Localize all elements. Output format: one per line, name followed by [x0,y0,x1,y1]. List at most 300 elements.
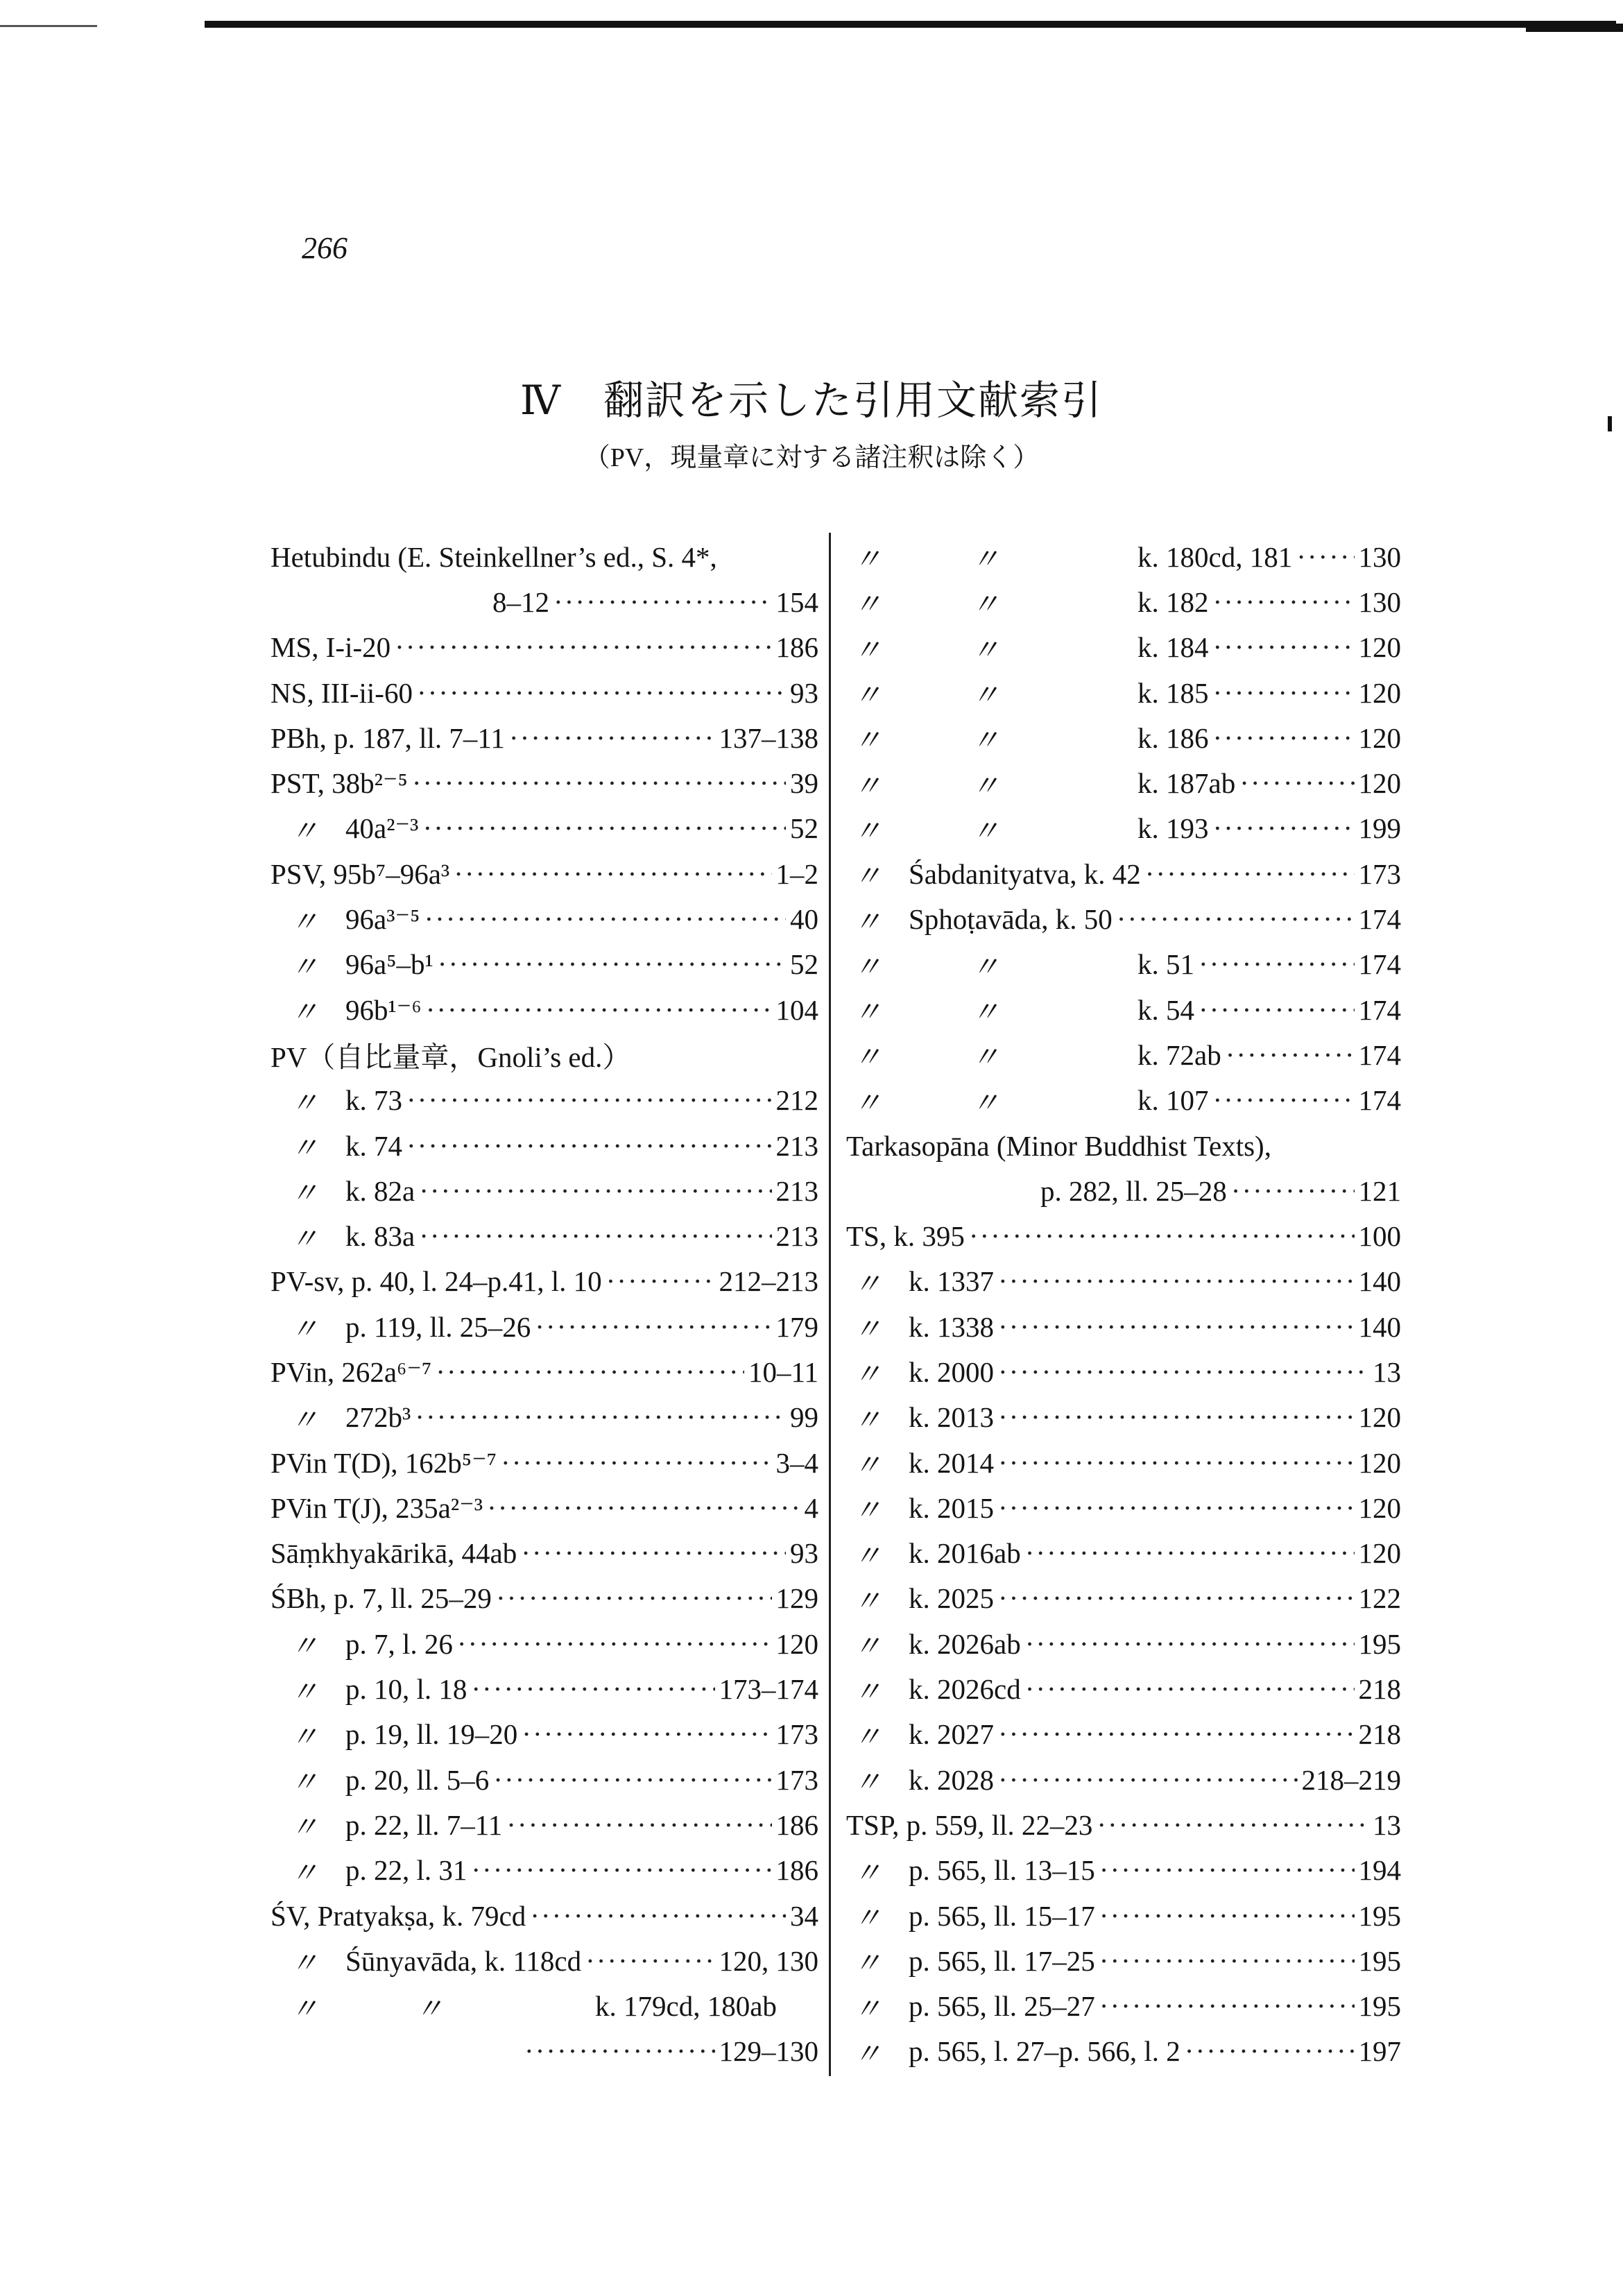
dot-leader [553,585,772,619]
entry-page-ref: 13 [1373,1808,1401,1841]
ditto-mark: 〃 [971,633,999,666]
entry-page-ref: 1–2 [775,857,818,890]
dot-leader [419,1219,771,1253]
entry-citation: PVin, 262a⁶⁻⁷ [270,1355,432,1388]
ditto-mark: 〃 [853,1675,882,1708]
ditto-mark: 〃 [853,1539,882,1572]
dot-leader [506,1808,771,1842]
entry-citation: MS, I-i-20 [270,631,391,664]
dot-leader [998,1446,1355,1480]
index-entry [270,579,818,624]
entry-citation: p. 119, ll. 25–26 [345,1310,531,1343]
ditto-mark: 〃 [853,1267,882,1300]
ditto-mark: 〃 [853,633,882,666]
entry-citation: k. 2016ab [909,1537,1021,1570]
ditto-mark: 〃 [853,996,882,1029]
entry-citation: p. 565, ll. 25–27 [909,1990,1095,2023]
index-entry [846,1621,1401,1666]
ditto-mark: 〃 [853,769,882,802]
ditto-mark: 〃 [853,860,882,893]
entry-page-ref: 218–219 [1301,1763,1401,1796]
ditto-mark: 〃 [853,1041,882,1074]
ditto-mark: 〃 [290,1630,318,1663]
entry-citation: k. 74 [345,1129,402,1162]
ditto-mark: 〃 [290,814,318,847]
entry-page-ref: 13 [1373,1355,1401,1388]
dot-leader [1099,1853,1355,1887]
ditto-mark: 〃 [853,1630,882,1663]
dot-leader [535,1310,771,1344]
index-entry [270,625,818,670]
ditto-mark: 〃 [971,814,999,847]
entry-page-ref: 129 [775,1582,818,1615]
index-entry [846,1440,1401,1485]
ditto-mark: 〃 [853,905,882,938]
entry-citation: k. 72ab [1137,1038,1221,1071]
entry-page-ref: 120 [1358,631,1401,664]
dot-leader [438,948,786,981]
dot-leader [487,1491,800,1525]
index-entry [846,760,1401,805]
index-entry [846,987,1401,1032]
dot-leader [1145,857,1355,891]
entry-page-ref: 52 [790,948,818,981]
entry-page-ref: 122 [1358,1582,1401,1615]
dot-leader [415,1400,786,1434]
entry-citation: p. 565, ll. 15–17 [909,1899,1095,1932]
entry-page-ref: 120 [1358,1446,1401,1479]
entry-citation: k. 2015 [909,1491,994,1524]
entry-page-ref: 120 [775,1627,818,1660]
ditto-mark: 〃 [290,905,318,938]
ditto-mark: 〃 [290,1856,318,1889]
index-entry [846,625,1401,670]
index-entry [846,1848,1401,1893]
entry-page-ref: 93 [790,676,818,709]
dot-leader [998,1491,1355,1525]
entry-citation: PSV, 95b⁷–96a³ [270,857,450,890]
entry-page-ref: 195 [1358,1990,1401,2023]
entry-page-ref: 174 [1358,993,1401,1026]
entry-page-ref: 120 [1358,1537,1401,1570]
entry-citation: k. 182 [1137,585,1209,618]
index-entry [846,1531,1401,1576]
entry-page-ref: 174 [1358,1084,1401,1117]
entry-citation: k. 2000 [909,1355,994,1388]
ditto-mark: 〃 [290,1992,318,2025]
dot-leader [496,1582,772,1615]
index-entry [270,851,818,896]
index-entry [270,1712,818,1757]
index-entry [846,579,1401,624]
entry-page-ref: 186 [775,1854,818,1887]
entry-page-ref: 199 [1358,812,1401,845]
index-entry [270,1213,818,1258]
index-entry [846,715,1401,760]
entry-citation: Tarkasopāna (Minor Buddhist Texts), [846,1129,1271,1162]
dot-leader [1097,1808,1368,1842]
dot-leader [606,1265,715,1298]
index-entry [270,1621,818,1666]
entry-citation: TSP, p. 559, ll. 22–23 [846,1808,1093,1841]
dot-leader [1025,1672,1355,1706]
entry-citation: k. 2026ab [909,1627,1021,1660]
index-entry [270,1531,818,1576]
dot-leader [998,1310,1355,1344]
dot-leader [1213,631,1355,664]
dot-leader [406,1083,772,1117]
entry-page-ref: 10–11 [748,1355,818,1388]
entry-page-ref: 40 [790,903,818,936]
ditto-mark: 〃 [853,1992,882,2025]
index-entry [270,2029,818,2074]
index-entry [270,1757,818,1802]
entry-citation: p. 565, l. 27–p. 566, l. 2 [909,2035,1180,2068]
dot-leader [471,1853,771,1887]
entry-page-ref: 52 [790,812,818,845]
section-title: Ⅳ 翻訳を示した引用文献索引 [520,378,1103,423]
dot-leader [436,1355,744,1389]
index-entry [270,896,818,941]
entry-citation: p. 10, l. 18 [345,1673,467,1706]
entry-citation: PVin T(J), 235a²⁻³ [270,1491,483,1524]
ditto-mark: 〃 [853,1358,882,1391]
entry-page-ref: 213 [775,1174,818,1207]
entry-citation: Śabdanityatva, k. 42 [909,857,1141,890]
index-entry [270,1893,818,1938]
index-entry [846,1259,1401,1304]
dot-leader [1185,2034,1355,2068]
dot-leader [422,812,786,845]
entry-page-ref: 130 [1358,585,1401,618]
entry-page-ref: 195 [1358,1627,1401,1660]
entry-page-ref: 140 [1358,1310,1401,1343]
ditto-mark: 〃 [290,1086,318,1119]
entry-page-ref: 120 [1358,676,1401,709]
entry-citation: k. 185 [1137,676,1209,709]
dot-leader [1226,1038,1355,1072]
ditto-mark: 〃 [971,1086,999,1119]
ditto-mark: 〃 [853,1766,882,1799]
ditto-mark: 〃 [971,769,999,802]
ditto-mark: 〃 [853,724,882,757]
entry-page-ref: 154 [775,585,818,618]
dot-leader [509,721,715,755]
ditto-mark: 〃 [853,1720,882,1753]
entry-page-ref: 212–213 [719,1265,818,1298]
entry-citation: k. 51 [1137,948,1194,981]
dot-leader [1231,1174,1355,1208]
index-entry [270,987,818,1032]
ditto-mark: 〃 [853,1403,882,1436]
index-entry [846,1213,1401,1258]
entry-citation: ŚV, Pratyakṣa, k. 79cd [270,1899,526,1932]
entry-citation: Śūnyavāda, k. 118cd [345,1944,582,1977]
entry-citation: k. 2028 [909,1763,994,1796]
entry-page-ref: 120 [1358,1401,1401,1434]
entry-page-ref: 99 [790,1401,818,1434]
entry-citation: 272b³ [345,1401,411,1434]
index-entry [846,1078,1401,1123]
entry-page-ref: 213 [775,1129,818,1162]
index-entry [270,1395,818,1440]
ditto-mark: 〃 [853,1313,882,1346]
index-entry [270,1576,818,1621]
index-entry [270,1984,818,2029]
ditto-mark: 〃 [290,1947,318,1980]
entry-citation: k. 193 [1137,812,1209,845]
entry-citation: k. 179cd, 180ab [595,1990,777,2023]
entry-page-ref: 179 [775,1310,818,1343]
entry-page-ref: 218 [1358,1718,1401,1751]
index-entry [270,1168,818,1213]
entry-citation: p. 19, ll. 19–20 [345,1718,518,1751]
dot-leader [1025,1627,1355,1661]
entry-citation: Sphoṭavāda, k. 50 [909,903,1113,936]
ditto-mark: 〃 [853,1584,882,1617]
ditto-mark: 〃 [853,1494,882,1527]
entry-page-ref: 195 [1358,1944,1401,1977]
dot-leader [1117,902,1355,936]
dot-leader [1199,993,1355,1027]
dot-leader [1213,812,1355,845]
top-rule-end [1526,24,1623,32]
entry-citation: PBh, p. 187, ll. 7–11 [270,721,505,754]
entry-citation: k. 73 [345,1084,402,1117]
entry-page-ref: 93 [790,1537,818,1570]
dot-leader [998,1763,1298,1797]
entry-citation: 40a²⁻³ [345,812,419,845]
entry-page-ref: 130 [1358,540,1401,573]
entry-page-ref: 140 [1358,1265,1401,1298]
ditto-mark: 〃 [290,950,318,983]
entry-page-ref: 173 [775,1718,818,1751]
index-entry [846,1395,1401,1440]
entry-citation: p. 565, ll. 13–15 [909,1854,1095,1887]
index-entry [846,1032,1401,1077]
index-entry [846,1802,1401,1847]
index-entry [270,1123,818,1168]
ditto-mark: 〃 [853,1449,882,1482]
section-subtitle: （PV，現量章に対する諸注釈は除く） [583,443,1040,472]
dot-leader [530,1899,786,1933]
index-entry [270,1304,818,1349]
entry-citation: p. 22, ll. 7–11 [345,1808,503,1841]
ditto-mark: 〃 [290,1720,318,1753]
entry-page-ref: 39 [790,767,818,800]
top-rule [205,21,1616,28]
index-entry [846,1938,1401,1983]
dot-leader [419,1174,771,1208]
entry-page-ref: 173 [1358,857,1401,890]
entry-page-ref: 174 [1358,903,1401,936]
entry-citation: p. 7, l. 26 [345,1627,453,1660]
entry-page-ref: 213 [775,1220,818,1253]
entry-citation: k. 180cd, 181 [1137,540,1293,573]
entry-page-ref: 3–4 [775,1446,818,1479]
entry-page-ref: 120 [1358,1491,1401,1524]
dot-leader [522,1717,771,1751]
entry-page-ref: 212 [775,1084,818,1117]
entry-citation: k. 54 [1137,993,1194,1026]
ditto-mark: 〃 [290,996,318,1029]
ditto-mark: 〃 [290,1403,318,1436]
entry-citation: k. 2025 [909,1582,994,1615]
dot-leader [998,1717,1355,1751]
entry-citation: p. 20, ll. 5–6 [345,1763,490,1796]
index-entry [270,1032,818,1077]
dot-leader [471,1672,714,1706]
index-entry [846,896,1401,941]
ditto-mark: 〃 [971,724,999,757]
entry-citation: k. 186 [1137,721,1209,754]
entry-citation: k. 1338 [909,1310,994,1343]
ditto-mark: 〃 [971,950,999,983]
entry-citation: k. 2026cd [909,1673,1021,1706]
ditto-mark: 〃 [853,2037,882,2070]
entry-page-ref: 121 [1358,1174,1401,1207]
entry-citation: 96a³⁻⁵ [345,903,420,936]
index-column-right [846,534,1401,2074]
dot-leader [1239,766,1354,800]
entry-page-ref: 174 [1358,948,1401,981]
index-entry [270,715,818,760]
index-entry [270,1848,818,1893]
index-column-left [270,534,818,2074]
index-entry [846,942,1401,987]
entry-citation: Hetubindu (E. Steinkellner’s ed., S. 4*, [270,540,717,573]
index-entry [846,1757,1401,1802]
ditto-mark: 〃 [971,543,999,576]
index-entry [270,534,818,579]
ditto-mark: 〃 [853,950,882,983]
dot-leader [1213,1083,1355,1117]
index-entry [270,942,818,987]
entry-citation: Sāṃkhyakārikā, 44ab [270,1537,517,1570]
dot-leader [1099,1989,1355,2023]
index-entry [846,1712,1401,1757]
index-entry [270,760,818,805]
entry-citation: PVin T(D), 162b⁵⁻⁷ [270,1446,497,1479]
dot-leader [1099,1944,1355,1978]
ditto-mark: 〃 [971,1041,999,1074]
index-entry [846,1304,1401,1349]
entry-page-ref: 195 [1358,1899,1401,1932]
index-entry [846,1576,1401,1621]
ditto-mark: 〃 [853,1086,882,1119]
entry-page-ref: 100 [1358,1220,1401,1253]
entry-page-ref: 129–130 [719,2035,818,2068]
entry-page-ref: 120, 130 [719,1944,818,1977]
entry-citation: NS, III-ii-60 [270,676,413,709]
entry-page-ref: 174 [1358,1038,1401,1071]
index-entry [270,1802,818,1847]
index-entry [846,1123,1401,1168]
entry-page-ref: 173–174 [719,1673,818,1706]
dot-leader [1025,1536,1355,1570]
index-entry [270,1259,818,1304]
ditto-mark: 〃 [853,543,882,576]
dot-leader [998,1582,1355,1615]
dot-leader [1213,676,1355,710]
entry-citation: PV-sv, p. 40, l. 24–p.41, l. 10 [270,1265,602,1298]
entry-page-ref: 197 [1358,2035,1401,2068]
entry-citation: ŚBh, p. 7, ll. 25–29 [270,1582,492,1615]
entry-citation: k. 2013 [909,1401,994,1434]
entry-citation: k. 184 [1137,631,1209,664]
entry-page-ref: 104 [775,993,818,1026]
dot-leader [998,1400,1355,1434]
entry-citation: k. 2027 [909,1718,994,1751]
ditto-mark: 〃 [290,1222,318,1255]
entry-citation: p. 22, l. 31 [345,1854,467,1887]
entry-citation: PST, 38b²⁻⁵ [270,767,408,800]
entry-citation: TS, k. 395 [846,1220,965,1253]
dot-leader [457,1627,772,1661]
ditto-mark: 〃 [415,1992,443,2025]
ditto-mark: 〃 [971,996,999,1029]
index-entry [846,1893,1401,1938]
entry-citation: p. 565, ll. 17–25 [909,1944,1095,1977]
dot-leader [1213,585,1355,619]
index-entry [270,1078,818,1123]
ditto-mark: 〃 [853,1856,882,1889]
entry-citation: PV（自比量章，Gnoli’s ed.） [270,1041,631,1074]
ditto-mark: 〃 [290,1132,318,1164]
index-entry [846,534,1401,579]
dot-leader [585,1944,714,1978]
ditto-mark: 〃 [290,1313,318,1346]
page-number: 266 [302,231,347,265]
entry-citation: 8–12 [492,585,549,618]
scan-edge-mark [0,25,97,27]
index-entry [270,1349,818,1394]
index-entry [846,1485,1401,1530]
dot-leader [412,766,786,800]
dot-leader [998,1355,1368,1389]
dot-leader [395,631,771,664]
index-entry [846,1349,1401,1394]
entry-citation: k. 2014 [909,1446,994,1479]
dot-leader [406,1129,772,1163]
index-entry [270,1440,818,1485]
ditto-mark: 〃 [290,1811,318,1844]
ditto-mark: 〃 [853,1947,882,1980]
ditto-mark: 〃 [290,1177,318,1210]
index-entry [846,1984,1401,2029]
entry-page-ref: 137–138 [719,721,818,754]
entry-citation: k. 82a [345,1174,415,1207]
dot-leader [424,902,786,936]
ditto-mark: 〃 [853,814,882,847]
column-divider [829,533,831,2076]
dot-leader [501,1446,771,1480]
dot-leader [454,857,771,891]
entry-citation: p. 282, ll. 25–28 [1040,1174,1227,1207]
entry-citation: k. 107 [1137,1084,1209,1117]
entry-page-ref: 34 [790,1899,818,1932]
ditto-mark: 〃 [853,588,882,621]
index-entry [270,806,818,851]
entry-page-ref: 194 [1358,1854,1401,1887]
index-entry [846,2029,1401,2074]
entry-page-ref: 186 [775,1808,818,1841]
entry-citation: 96b¹⁻⁶ [345,993,422,1026]
dot-leader [493,1763,771,1797]
entry-page-ref: 4 [804,1491,818,1524]
entry-page-ref: 218 [1358,1673,1401,1706]
index-entry [846,1666,1401,1711]
